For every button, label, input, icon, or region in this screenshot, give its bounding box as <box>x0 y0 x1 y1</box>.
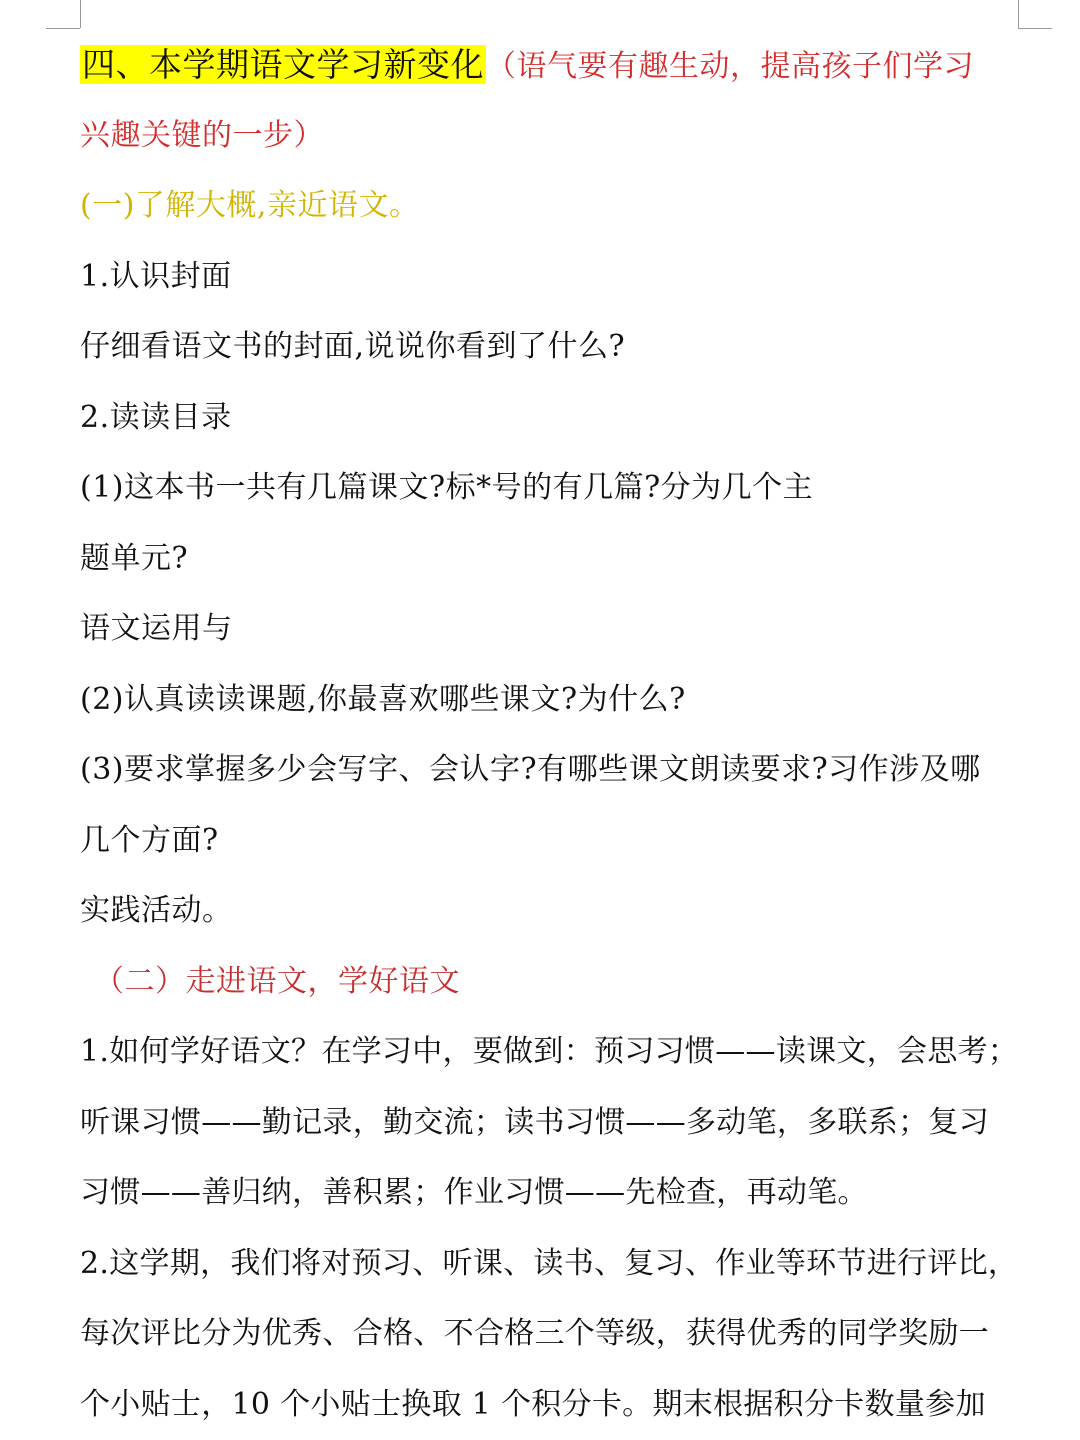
question-1-line-3: 语文运用与 <box>80 611 233 646</box>
question-3-line-1: (3)要求掌握多少会写字、会认字?有哪些课文朗读要求?习作涉及哪 <box>80 752 981 787</box>
question-1-line-2: 题单元? <box>80 540 189 576</box>
page-corner-mark-left-horizontal <box>46 28 80 29</box>
question-1-line-1: (1)这本书一共有几篇课文?标*号的有几篇?分为几个主 <box>80 470 814 505</box>
subsection-title-1: (一)了解大概,亲近语文。 <box>80 188 420 223</box>
page-corner-mark-left <box>80 0 81 28</box>
practice-activity: 实践活动。 <box>80 893 233 928</box>
paragraph-1-line-1: 1.如何学好语文？在学习中，要做到：预习习惯——读课文，会思考； <box>80 1034 1019 1069</box>
heading-note: （语气要有趣生动，提高孩子们学习 <box>486 49 974 84</box>
paragraph-2-line-2: 每次评比分为优秀、合格、不合格三个等级，获得优秀的同学奖励一 <box>80 1316 989 1351</box>
item-title-contents: 2.读读目录 <box>80 399 232 435</box>
document-body <box>80 30 1022 1440</box>
heading-line <box>80 30 1022 101</box>
paragraph-2-line-3: 个小贴士，10 个小贴士换取 1 个积分卡。期末根据积分卡数量参加 <box>80 1386 986 1422</box>
paragraph-2-line-1: 2.这学期，我们将对预习、听课、读书、复习、作业等环节进行评比， <box>80 1245 1019 1281</box>
heading-note-continued: 兴趣关键的一步） <box>80 117 324 153</box>
paragraph-1-line-3: 习惯——善归纳，善积累；作业习惯——先检查，再动笔。 <box>80 1175 868 1210</box>
item-title-cover: 1.认识封面 <box>80 258 232 294</box>
item-text-cover: 仔细看语文书的封面,说说你看到了什么? <box>80 329 626 364</box>
page-corner-mark-right-horizontal <box>1018 28 1052 29</box>
section-heading: 四、本学期语文学习新变化 <box>82 45 484 84</box>
subsection-title-2: （二）走进语文，学好语文 <box>94 963 460 999</box>
question-2: (2)认真读读课题,你最喜欢哪些课文?为什么? <box>80 681 686 717</box>
paragraph-1-line-2: 听课习惯——勤记录，勤交流；读书习惯——多动笔，多联系；复习 <box>80 1104 989 1140</box>
page-corner-mark-right <box>1018 0 1019 28</box>
question-3-line-2: 几个方面? <box>80 822 219 858</box>
